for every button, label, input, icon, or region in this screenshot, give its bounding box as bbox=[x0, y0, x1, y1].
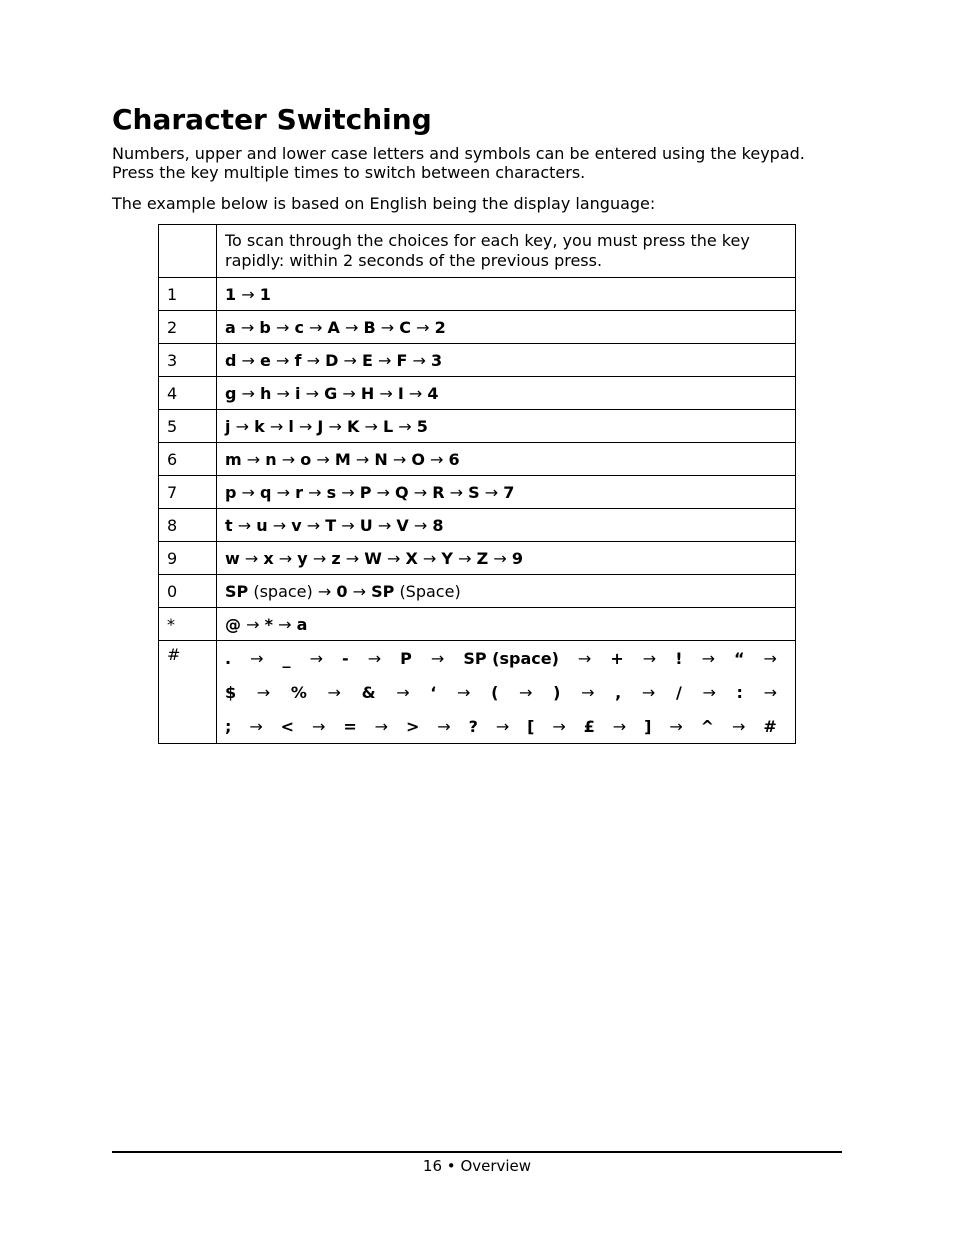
arrow-icon: → bbox=[392, 449, 407, 469]
arrow-icon: → bbox=[669, 716, 683, 736]
arrow-icon: → bbox=[306, 350, 320, 370]
seq-char: 7 bbox=[503, 482, 515, 502]
seq-char: SP bbox=[371, 581, 395, 601]
seq-char: n bbox=[265, 449, 277, 469]
arrow-icon: → bbox=[430, 648, 445, 668]
seq-char: f bbox=[294, 350, 302, 370]
seq-char: b bbox=[259, 317, 271, 337]
seq-char: 9 bbox=[511, 548, 523, 568]
seq-char: l bbox=[288, 416, 294, 436]
seq-note: (space) bbox=[253, 581, 313, 601]
hash-sequence-line bbox=[225, 675, 787, 709]
seq-char: % bbox=[290, 682, 307, 702]
arrow-icon: → bbox=[352, 581, 366, 601]
seq-char: y bbox=[297, 548, 308, 568]
seq-char: J bbox=[317, 416, 324, 436]
intro-paragraph: Numbers, upper and lower case letters and symbols can be entered using the keypad. Press the key multiple times to switch between characters. bbox=[112, 144, 805, 182]
seq-char: H bbox=[360, 383, 375, 403]
sequence-cell bbox=[217, 641, 796, 744]
table-row bbox=[159, 509, 796, 542]
key-cell: 9 bbox=[159, 542, 217, 575]
table-row bbox=[159, 476, 796, 509]
seq-item bbox=[553, 683, 560, 702]
seq-item bbox=[763, 717, 776, 736]
arrow-icon: → bbox=[412, 350, 426, 370]
key-cell: * bbox=[159, 608, 217, 641]
seq-char: B bbox=[363, 317, 376, 337]
arrow-icon: → bbox=[278, 548, 293, 568]
seq-char: , bbox=[615, 682, 622, 702]
arrow-icon: → bbox=[458, 548, 472, 568]
arrow-icon: → bbox=[701, 648, 715, 668]
arrow-icon: → bbox=[275, 317, 290, 337]
seq-char: 5 bbox=[416, 416, 428, 436]
seq-item bbox=[291, 683, 307, 702]
arrow-icon: → bbox=[519, 682, 533, 702]
sequence-cell bbox=[217, 311, 796, 344]
arrow-icon: → bbox=[312, 548, 327, 568]
footer-bullet: • bbox=[446, 1157, 456, 1175]
arrow-icon: → bbox=[343, 350, 357, 370]
seq-char: X bbox=[405, 548, 418, 568]
arrow-icon: → bbox=[327, 682, 341, 702]
sequence-cell bbox=[217, 443, 796, 476]
key-cell: 0 bbox=[159, 575, 217, 608]
seq-char: ! bbox=[675, 648, 683, 668]
arrow-icon: → bbox=[437, 716, 451, 736]
seq-char: P bbox=[400, 648, 412, 668]
seq-char: P bbox=[359, 482, 372, 502]
sequence-cell bbox=[217, 575, 796, 608]
seq-char: Y bbox=[441, 548, 454, 568]
arrow-icon: → bbox=[642, 648, 657, 668]
seq-char: j bbox=[225, 416, 231, 436]
seq-item bbox=[676, 683, 682, 702]
header-key-cell bbox=[159, 225, 217, 278]
seq-char: L bbox=[382, 416, 394, 436]
arrow-icon: → bbox=[408, 383, 423, 403]
arrow-icon: → bbox=[364, 416, 378, 436]
seq-char: - bbox=[342, 648, 349, 668]
seq-item bbox=[343, 717, 356, 736]
character-table bbox=[158, 224, 796, 744]
sequence-cell bbox=[217, 476, 796, 509]
arrow-icon: → bbox=[235, 416, 249, 436]
arrow-icon: → bbox=[732, 716, 746, 736]
table-row bbox=[159, 311, 796, 344]
arrow-icon: → bbox=[577, 648, 592, 668]
arrow-icon: → bbox=[398, 416, 412, 436]
arrow-icon: → bbox=[244, 548, 259, 568]
arrow-icon: → bbox=[308, 482, 322, 502]
seq-char: m bbox=[225, 449, 242, 469]
key-cell: 3 bbox=[159, 344, 217, 377]
seq-char: T bbox=[325, 515, 337, 535]
footer-rule bbox=[112, 1151, 842, 1153]
seq-char: g bbox=[225, 383, 237, 403]
arrow-icon: → bbox=[241, 284, 255, 304]
seq-item bbox=[610, 649, 623, 668]
arrow-icon: → bbox=[328, 416, 342, 436]
table-row bbox=[159, 443, 796, 476]
key-cell: 2 bbox=[159, 311, 217, 344]
seq-char: Z bbox=[476, 548, 489, 568]
seq-char: D bbox=[325, 350, 339, 370]
arrow-icon: → bbox=[341, 482, 355, 502]
hash-sequence-line bbox=[225, 709, 787, 743]
arrow-icon: → bbox=[416, 317, 430, 337]
seq-char: r bbox=[295, 482, 303, 502]
key-cell: 8 bbox=[159, 509, 217, 542]
seq-char: 1 bbox=[259, 284, 271, 304]
seq-char: ) bbox=[553, 682, 561, 702]
seq-char: Q bbox=[395, 482, 409, 502]
seq-char: . bbox=[225, 648, 232, 668]
seq-char: R bbox=[432, 482, 445, 502]
seq-char: V bbox=[396, 515, 409, 535]
seq-char: G bbox=[324, 383, 338, 403]
seq-char: e bbox=[260, 350, 271, 370]
sequence-cell bbox=[217, 278, 796, 311]
sequence-cell bbox=[217, 410, 796, 443]
seq-char: * bbox=[264, 614, 273, 634]
seq-item bbox=[644, 717, 651, 736]
arrow-icon: → bbox=[763, 648, 777, 668]
table-row bbox=[159, 542, 796, 575]
seq-char: ‘ bbox=[430, 682, 437, 702]
seq-char: 4 bbox=[427, 383, 439, 403]
seq-item bbox=[225, 649, 231, 668]
seq-item bbox=[701, 717, 714, 736]
table-row bbox=[159, 377, 796, 410]
sequence-cell bbox=[217, 542, 796, 575]
table-header-row bbox=[159, 225, 796, 278]
example-note: The example below is based on English being the display language: bbox=[112, 194, 656, 213]
seq-item bbox=[400, 649, 412, 668]
seq-char: “ bbox=[734, 648, 745, 668]
seq-char: 0 bbox=[336, 581, 348, 601]
seq-char: / bbox=[675, 682, 682, 702]
arrow-icon: → bbox=[396, 682, 410, 702]
arrow-icon: → bbox=[309, 317, 323, 337]
key-cell: 4 bbox=[159, 377, 217, 410]
seq-item bbox=[406, 717, 419, 736]
arrow-icon: → bbox=[269, 416, 284, 436]
key-cell: 6 bbox=[159, 443, 217, 476]
seq-char: SP bbox=[225, 581, 249, 601]
seq-char: t bbox=[225, 515, 233, 535]
seq-char: U bbox=[359, 515, 373, 535]
seq-char: 1 bbox=[225, 284, 237, 304]
sequence-cell bbox=[217, 509, 796, 542]
seq-char: SP bbox=[463, 648, 487, 668]
arrow-icon: → bbox=[250, 648, 264, 668]
table-row bbox=[159, 410, 796, 443]
seq-char: ^ bbox=[700, 716, 715, 736]
arrow-icon: → bbox=[413, 482, 428, 502]
arrow-icon: → bbox=[281, 449, 296, 469]
header-note-cell: To scan through the choices for each key, you must press the key rapidly: within 2 seconds of the previous press. bbox=[217, 225, 796, 278]
arrow-icon: → bbox=[241, 383, 255, 403]
seq-item bbox=[527, 717, 534, 736]
arrow-icon: → bbox=[309, 648, 323, 668]
arrow-icon: → bbox=[237, 515, 252, 535]
arrow-icon: → bbox=[241, 482, 255, 502]
arrow-icon: → bbox=[355, 449, 370, 469]
arrow-icon: → bbox=[495, 716, 510, 736]
arrow-icon: → bbox=[702, 682, 716, 702]
seq-item bbox=[737, 683, 743, 702]
seq-item bbox=[584, 717, 595, 736]
seq-item bbox=[430, 683, 436, 702]
arrow-icon: → bbox=[413, 515, 428, 535]
seq-char: [ bbox=[527, 716, 535, 736]
seq-note: (Space) bbox=[399, 581, 461, 601]
seq-char: 2 bbox=[434, 317, 446, 337]
seq-char: ; bbox=[225, 716, 232, 736]
seq-char: k bbox=[254, 416, 265, 436]
seq-char: o bbox=[300, 449, 312, 469]
seq-char: > bbox=[405, 716, 420, 736]
seq-char: @ bbox=[225, 614, 241, 634]
arrow-icon: → bbox=[484, 482, 499, 502]
arrow-icon: → bbox=[306, 515, 321, 535]
arrow-icon: → bbox=[276, 350, 290, 370]
seq-char: a bbox=[296, 614, 308, 634]
seq-char: E bbox=[361, 350, 373, 370]
seq-char: K bbox=[346, 416, 360, 436]
seq-char: ( bbox=[491, 682, 499, 702]
arrow-icon: → bbox=[345, 548, 360, 568]
seq-char: N bbox=[374, 449, 388, 469]
seq-char: s bbox=[326, 482, 337, 502]
seq-char: M bbox=[334, 449, 351, 469]
key-cell: 1 bbox=[159, 278, 217, 311]
seq-char: p bbox=[225, 482, 237, 502]
arrow-icon: → bbox=[305, 383, 320, 403]
seq-char: A bbox=[327, 317, 340, 337]
seq-char: # bbox=[763, 716, 777, 736]
seq-char: w bbox=[225, 548, 240, 568]
seq-char: = bbox=[343, 716, 357, 736]
seq-char: ? bbox=[468, 716, 478, 736]
seq-char: + bbox=[610, 648, 624, 668]
arrow-icon: → bbox=[311, 716, 326, 736]
arrow-icon: → bbox=[379, 383, 393, 403]
seq-char: 6 bbox=[448, 449, 460, 469]
arrow-icon: → bbox=[380, 317, 395, 337]
seq-char: v bbox=[291, 515, 302, 535]
seq-char: _ bbox=[282, 648, 291, 668]
page-number: 16 bbox=[422, 1157, 443, 1175]
table-row bbox=[159, 344, 796, 377]
arrow-icon: → bbox=[341, 515, 355, 535]
arrow-icon: → bbox=[256, 682, 271, 702]
seq-item bbox=[734, 649, 745, 668]
arrow-icon: → bbox=[641, 682, 656, 702]
seq-item bbox=[675, 649, 682, 668]
footer-section: Overview bbox=[460, 1157, 532, 1175]
arrow-icon: → bbox=[422, 548, 437, 568]
arrow-icon: → bbox=[272, 515, 287, 535]
seq-item bbox=[362, 683, 376, 702]
arrow-icon: → bbox=[449, 482, 464, 502]
seq-item bbox=[342, 649, 349, 668]
seq-char: i bbox=[295, 383, 301, 403]
seq-item bbox=[225, 717, 231, 736]
arrow-icon: → bbox=[278, 614, 292, 634]
seq-char: d bbox=[225, 350, 237, 370]
arrow-icon: → bbox=[246, 614, 260, 634]
sequence-cell bbox=[217, 608, 796, 641]
seq-char: S bbox=[468, 482, 480, 502]
arrow-icon: → bbox=[581, 682, 595, 702]
seq-char: : bbox=[736, 682, 743, 702]
seq-note: (space) bbox=[492, 648, 559, 668]
seq-char: O bbox=[411, 449, 425, 469]
seq-char: q bbox=[260, 482, 272, 502]
seq-item bbox=[225, 683, 236, 702]
seq-item bbox=[283, 649, 291, 668]
sequence-cell bbox=[217, 344, 796, 377]
arrow-icon: → bbox=[317, 581, 332, 601]
seq-char: x bbox=[263, 548, 274, 568]
seq-char: & bbox=[361, 682, 376, 702]
seq-char: a bbox=[225, 317, 236, 337]
arrow-icon: → bbox=[386, 548, 401, 568]
seq-char: ] bbox=[644, 716, 652, 736]
arrow-icon: → bbox=[367, 648, 382, 668]
seq-item bbox=[463, 649, 559, 668]
arrow-icon: → bbox=[377, 350, 392, 370]
seq-char: $ bbox=[225, 682, 237, 702]
seq-char: 3 bbox=[431, 350, 443, 370]
arrow-icon: → bbox=[763, 682, 777, 702]
seq-char: c bbox=[294, 317, 304, 337]
arrow-icon: → bbox=[246, 449, 261, 469]
seq-char: z bbox=[331, 548, 341, 568]
arrow-icon: → bbox=[249, 716, 263, 736]
arrow-icon: → bbox=[377, 515, 392, 535]
arrow-icon: → bbox=[342, 383, 356, 403]
table-row bbox=[159, 608, 796, 641]
arrow-icon: → bbox=[241, 350, 255, 370]
table-row-hash bbox=[159, 641, 796, 744]
seq-char: h bbox=[260, 383, 272, 403]
seq-char: C bbox=[399, 317, 412, 337]
page-title: Character Switching bbox=[112, 103, 432, 136]
arrow-icon: → bbox=[376, 482, 390, 502]
seq-item bbox=[491, 683, 498, 702]
arrow-icon: → bbox=[276, 482, 290, 502]
page-footer bbox=[0, 1157, 954, 1175]
arrow-icon: → bbox=[457, 682, 471, 702]
seq-char: < bbox=[280, 716, 295, 736]
seq-char: F bbox=[396, 350, 408, 370]
key-cell: 5 bbox=[159, 410, 217, 443]
seq-char: £ bbox=[583, 716, 595, 736]
seq-item bbox=[281, 717, 294, 736]
arrow-icon: → bbox=[374, 716, 389, 736]
seq-char: 8 bbox=[432, 515, 444, 535]
arrow-icon: → bbox=[345, 317, 359, 337]
arrow-icon: → bbox=[276, 383, 290, 403]
seq-char: I bbox=[397, 383, 404, 403]
arrow-icon: → bbox=[612, 716, 627, 736]
hash-sequence-line bbox=[225, 641, 787, 675]
table-row bbox=[159, 278, 796, 311]
arrow-icon: → bbox=[316, 449, 330, 469]
arrow-icon: → bbox=[552, 716, 566, 736]
seq-char: W bbox=[364, 548, 382, 568]
seq-item bbox=[615, 683, 621, 702]
arrow-icon: → bbox=[493, 548, 507, 568]
key-cell: # bbox=[159, 641, 217, 744]
key-cell: 7 bbox=[159, 476, 217, 509]
arrow-icon: → bbox=[430, 449, 444, 469]
arrow-icon: → bbox=[298, 416, 313, 436]
seq-item bbox=[469, 717, 478, 736]
table-row bbox=[159, 575, 796, 608]
arrow-icon: → bbox=[240, 317, 255, 337]
seq-char: u bbox=[256, 515, 268, 535]
sequence-cell bbox=[217, 377, 796, 410]
